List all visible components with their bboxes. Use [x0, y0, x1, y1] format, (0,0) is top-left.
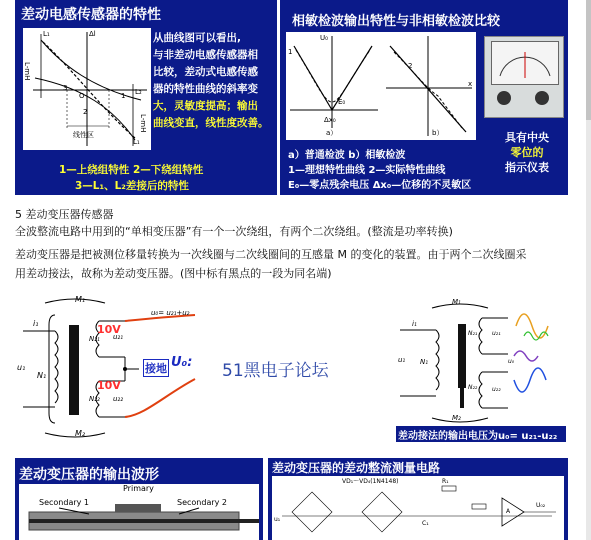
label-u0-a: U₀ [320, 34, 328, 42]
slide1-text [153, 30, 277, 132]
rectifier-circuit-panel [272, 476, 564, 540]
label-e0: E₀ [338, 98, 346, 106]
label-ground: 接地 [143, 359, 169, 377]
meter-knob-left [497, 91, 511, 105]
label-n22: N₂₂ [89, 395, 100, 403]
label-m1: M₁ [75, 295, 86, 304]
label-delta-l: Δl [89, 30, 96, 38]
output-voltage-caption-text: 差动接法的输出电压为u₀= u₂₁-u₂₂ [398, 431, 558, 442]
rectifier-circuit-svg [272, 476, 564, 540]
label-n1: N₁ [420, 358, 429, 366]
legend-line-2: 1—理想特性曲线 2—实际特性曲线 [288, 165, 446, 176]
section-heading: 5 差动变压器传感器 [15, 208, 114, 221]
meter-knob-right [535, 91, 549, 105]
legend-line-1: a）普通检波 b）相敏检波 [288, 150, 406, 161]
label-curve-1: 1 [121, 92, 126, 100]
slide-differential-rectifier [268, 458, 568, 540]
label-uo-equation: u₀= u₂₁+u₂ [151, 309, 190, 317]
slide-title: 相敏检波输出特性与非相敏检波比较 [292, 14, 501, 29]
label-u22: u₂₂ [492, 386, 501, 393]
label-n22: N₂₂ [468, 384, 478, 391]
paragraph-line-3: 用差动接法，故称为差动变压器。(图中标有黑点的一段为同名端) [15, 267, 332, 280]
meter-scale-icon [492, 42, 558, 84]
label-m1: M₁ [452, 298, 461, 306]
label-curve-2: 2 [83, 108, 88, 116]
meter-image [484, 36, 564, 118]
scrollbar-thumb[interactable] [586, 0, 591, 120]
text-line-4: 器的特性曲线的斜率变 [153, 83, 258, 95]
label-primary: Primary [123, 484, 154, 493]
label-uo: U₀₂ [536, 502, 546, 509]
label-sub-b: b） [432, 129, 444, 137]
label-x: x [468, 80, 473, 88]
forum-watermark: 51黑电子论坛 [222, 361, 329, 381]
label-u21: u₂₁ [113, 333, 124, 341]
label-c1: C₁ [422, 520, 429, 527]
slide-title: 差动变压器的差动整流测量电路 [272, 461, 441, 475]
detection-curves-svg [286, 32, 476, 140]
label-axis-right: L-mH [139, 114, 147, 133]
label-u1: u₁ [274, 516, 281, 523]
label-l1b: L₁ [133, 138, 140, 146]
legend-line-3: E₀—零点残余电压 Δx₀—位移的不灵敏区 [288, 180, 472, 191]
label-curve-3: 3 [63, 84, 68, 92]
label-10v-top: 10V [97, 323, 121, 336]
detection-graph [286, 32, 476, 140]
differential-transformer-figure-right [396, 296, 566, 444]
text-line-2: 与非差动电感传感器相 [153, 49, 258, 61]
slide-title: 差动电感传感器的特性 [21, 7, 161, 23]
slide-inductive-sensor-characteristics [15, 0, 277, 195]
label-n1: N₁ [37, 371, 47, 380]
label-i1: i₁ [412, 320, 417, 328]
meter-caption-1: 具有中央 [505, 131, 549, 144]
label-origin: O [79, 92, 85, 100]
meter-caption-2: 零位的 [510, 146, 544, 159]
meter-caption-3: 指示仪表 [505, 161, 549, 174]
label-dx0: Δx₀ [324, 116, 336, 124]
text-line-1: 从曲线图可以看出, [153, 32, 241, 44]
label-m2: M₂ [452, 414, 461, 422]
label-u1: u₁ [17, 363, 26, 372]
label-l2: L₂ [135, 88, 142, 96]
meter-face [491, 41, 559, 85]
label-u22: u₂₂ [113, 395, 124, 403]
slide-output-waveform [15, 458, 263, 540]
text-line-5: 大，灵敏度提高；输出 [153, 100, 258, 112]
differential-transformer-figure-left [15, 295, 205, 440]
label-diodes: VD₁～VD₄(1N4148) [342, 478, 399, 485]
label-u1: u₁ [398, 356, 406, 364]
output-voltage-caption [396, 426, 566, 442]
label-secondary-2: Secondary 2 [177, 498, 227, 507]
characteristic-graph [23, 28, 151, 150]
label-one: 1 [288, 48, 293, 56]
meter-caption [488, 130, 566, 175]
label-secondary-1: Secondary 1 [39, 498, 89, 507]
label-l1: L₁ [43, 30, 50, 38]
label-amp: A [506, 508, 511, 515]
label-linear-region: 线性区 [73, 131, 94, 139]
paragraph-line-2: 差动变压器是把被测位移量转换为一次线圈与二次线圈间的互感量 M 的变化的装置。由于两个二次线圈采 [15, 248, 527, 261]
caption-line-1: 1—上绕组特性 2—下绕组特性 [59, 164, 204, 176]
label-uo: U₀: [171, 355, 193, 370]
slide-title: 差动变压器的输出波形 [19, 467, 159, 483]
label-axis-left: L-mH [23, 62, 31, 81]
label-sub-a: a） [326, 129, 338, 137]
label-n21: N₂₁ [468, 330, 478, 337]
waveform-panel [19, 484, 259, 540]
label-i1: i₁ [33, 319, 39, 328]
label-n21: N₂₁ [89, 335, 100, 343]
label-m2: M₂ [75, 429, 86, 438]
label-r1: R₁ [442, 478, 449, 485]
paragraph-line-1: 全波整流电路中用到的“单相变压器”有一个一次绕组，有两个二次绕组。(整流是功率转换) [15, 225, 453, 238]
label-10v-bottom: 10V [97, 379, 121, 392]
label-two: 2 [408, 62, 413, 70]
label-u21: u₂₁ [492, 330, 501, 337]
slide-phase-sensitive-detection [280, 0, 568, 195]
text-line-3: 比较，差动式电感传感 [153, 66, 258, 78]
caption-line-2: 3—L₁、L₂差接后的特性 [75, 180, 189, 192]
text-line-6: 曲线变直，线性度改善。 [153, 117, 269, 129]
label-u0: u₀ [508, 358, 515, 365]
